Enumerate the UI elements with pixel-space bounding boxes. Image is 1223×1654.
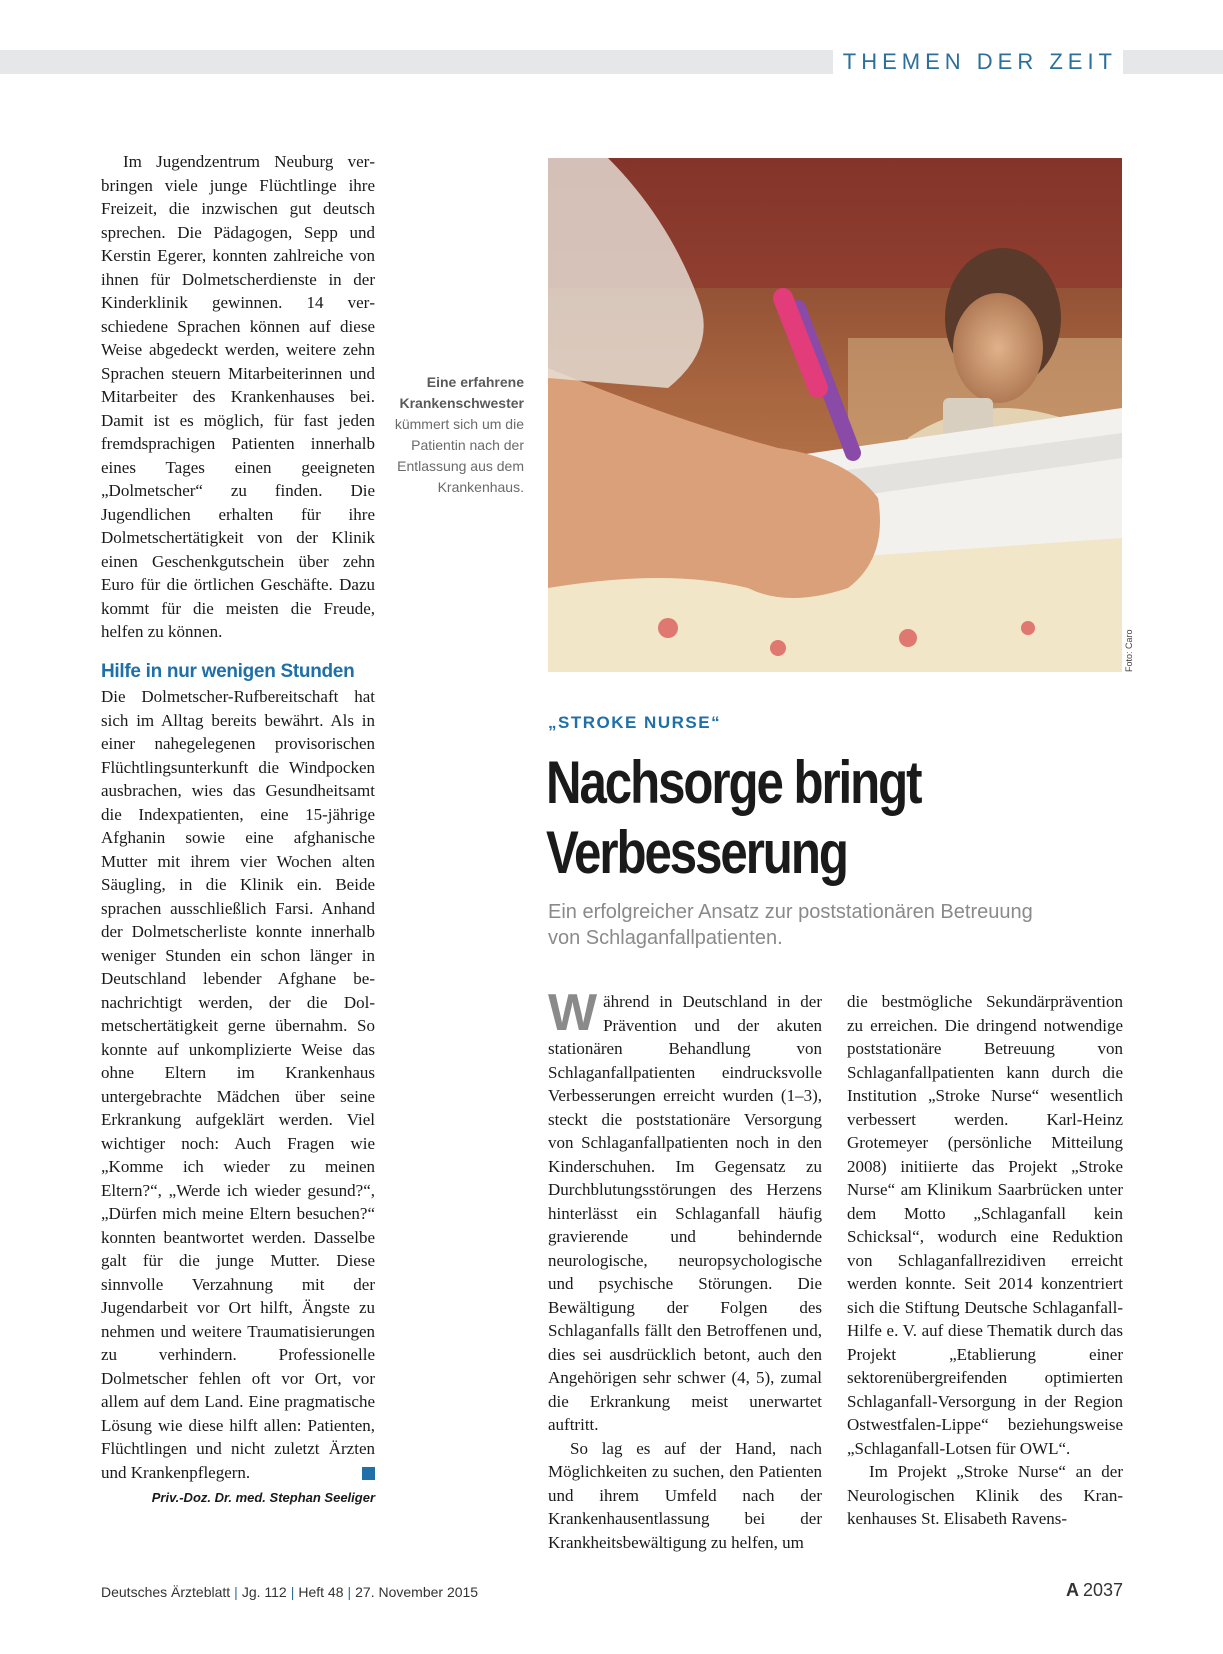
article-paragraph-1 [548,984,822,1437]
middle-column [548,984,822,1554]
author-byline: Priv.-Doz. Dr. med. Stephan Seeliger [151,1490,375,1505]
drop-cap: W [548,984,598,1042]
left-column [101,150,375,1510]
article-paragraph-4: Im Projekt „Stroke Nurse“ an der Neurologischen Klinik des Krankenhauses St. Elisabeth Ravens- [847,1462,1123,1528]
journal-footer: Deutsches Ärzteblatt | Jg. 112 | Heft 48 | 27. November 2015 [101,1584,479,1600]
article-headline [546,748,1038,888]
caption-text: kümmert sich um die Patientin nach der Entlassung aus dem Krankenhaus. [394,416,524,495]
nurse-writing-photo [548,158,1122,672]
journal-volume: Jg. 112 [241,1584,287,1600]
right-column [847,990,1123,1531]
page-prefix: A [1065,1580,1079,1600]
article-paragraph-2: So lag es auf der Hand, nach Möglichkeiten zu suchen, den Patienten und ihrem Umfeld nach der Krankenhausentlassung bei der Krankheitsbewältigung zu helfen, um [548,1438,822,1552]
headline-line-2: Verbesserung [546,819,847,886]
article-paragraph-3: die bestmögliche Sekundärprävention zu erreichen. Die dringend notwendige poststationäre Betreuung von Schlaganfallpatienten kann durch die Institution „Stroke Nurse“ wesentlich verbessert werden. Karl-Heinz Grotemeyer (persönliche Mitteilung 2008) initiierte das Projekt „Stroke Nurse“ am Klinikum Saarbrücken unter dem Motto „Schlaganfall kein Schicksal“, wodurch eine Reduktion von Schlaganfallrezidiven erreicht werden konnte. Seit 2014 konzentriert sich die Stiftung Deutsche Schlaganfall-Hilfe e. V. auf diese Thematik durch das Projekt „Etablierung einer sektorenübergreifenden optimierten Schlaganfall-Versorgung in der Region Ostwestfalen-Lippe“ beziehungsweise „Schlaganfall-Lotsen für OWL“. [847,992,1123,1458]
article-kicker: „STROKE NURSE“ [548,713,722,732]
left-body-text: Die Dolmetscher-Rufbereitschaft hat sich im Alltag bereits bewährt. Als in einer nahegelegenen provisorischen Flüchtlingsunterkunft die Windpocken ausbrachen, wies das Gesundheitsamt die Indexpatienten, eine 15-jährige Afghanin sowie eine afghanische Mutter mit ihrem vier Wochen alten Säugling, in die Klinik ein. Beide sprachen ausschließlich Farsi. Anhand der Dolmetscherliste konnte innerhalb weniger Stunden ein schon länger in Deutschland lebender Afghane benachrichtigt werden, der die Dolmetschertätigkeit gerne übernahm. So konnte auf unkomplizierte Weise das ohne Eltern im Krankenhaus untergebrachte Mädchen über seine Erkrankung aufgeklärt werden. Viel wichtiger noch: Auch Fragen wie „Komme ich wieder zu meinen Eltern?“, „Werde ich wieder gesund?“, „Dürfen mich meine Eltern besuchen?“ konnten beantwortet werden. Dasselbe galt für die junge Mutter. Diese sinnvolle Verzahnung mit der Jugendarbeit vor Ort hilft, Ängste zu nehmen und weitere Traumatisierungen zu verhindern. Professionelle Dolmetscher fehlen oft vor Ort, vor allem auf dem Land. Eine pragmatische Lösung wie diese hilft allen: Patienten, Flüchtlingen und nicht zuletzt Ärzten und Krankenpflegern. [101,687,375,1482]
article-subtitle: Ein erfolgreicher Ansatz zur poststationären Betreuung von Schlaganfallpatienten. [548,901,1033,949]
page-number [1066,1580,1123,1601]
journal-issue: Heft 48 [298,1584,344,1600]
left-intro-paragraph: Im Jugendzentrum Neuburg verbringen viele junge Flüchtlinge ihre Freizeit, die inzwischen gut deutsch sprechen. Die Pädagogen, Sepp und Kerstin Egerer, konnten zahlreiche von ihnen für Dolmetscherdienste in der Kinderklinik gewinnen. 14 verschiedene Sprachen können auf diese Weise abgedeckt werden, weitere zehn Sprachen steuern Mitarbeiterinnen und Mitarbeiter des Krankenhauses bei. Damit ist es möglich, für fast jeden fremdsprachigen Patienten innerhalb eines Tages einen geeigneten „Dolmetscher“ zu finden. Die Jugendlichen erhalten für ihre Dolmetschertätigkeit von der Klinik einen Geschenkgutschein über zehn Euro für die örtlichen Geschäfte. Dazu kommt für die meisten die Freude, helfen zu können. [101,152,375,641]
caption-bold: Eine erfahrene Krankenschwester [399,374,524,411]
left-body-paragraph [101,685,375,1484]
end-mark-icon [362,1467,375,1480]
photo-credit: Foto: Caro [1124,629,1134,672]
article-paragraph-1-text: ährend in Deutschland in der Prävention und der akuten stationären Behandlung von Schlaganfallpatienten eindrucksvolle Verbesserungen erreicht wurden (1–3), steckt die poststationäre Versorgung von Schlaganfallpatienten noch in den Kinderschuhen. Im Gegensatz zu Durchblutungsstörungen des Herzens hinterlässt ein Schlaganfall häufig gravierende und behindernde neurologische, neuropsychologische und psychische Störungen. Die Bewältigung der Folgen des Schlaganfalls fällt den Betroffenen und, dies sei ausdrücklich betont, auch den Angehörigen sehr schwer (4, 5), zumal die Erkrankung meist unerwartet auftritt. [548,992,822,1434]
section-label: THEMEN DER ZEIT [833,48,1123,76]
subheading: Hilfe in nur wenigen Stunden [101,660,355,682]
headline-line-1: Nachsorge bringt [546,749,921,816]
journal-name: Deutsches Ärzteblatt [101,1584,231,1600]
page-number-value: 2037 [1082,1580,1123,1600]
article-photo [548,158,1122,672]
journal-date: 27. November 2015 [355,1584,479,1600]
photo-caption [385,372,524,498]
